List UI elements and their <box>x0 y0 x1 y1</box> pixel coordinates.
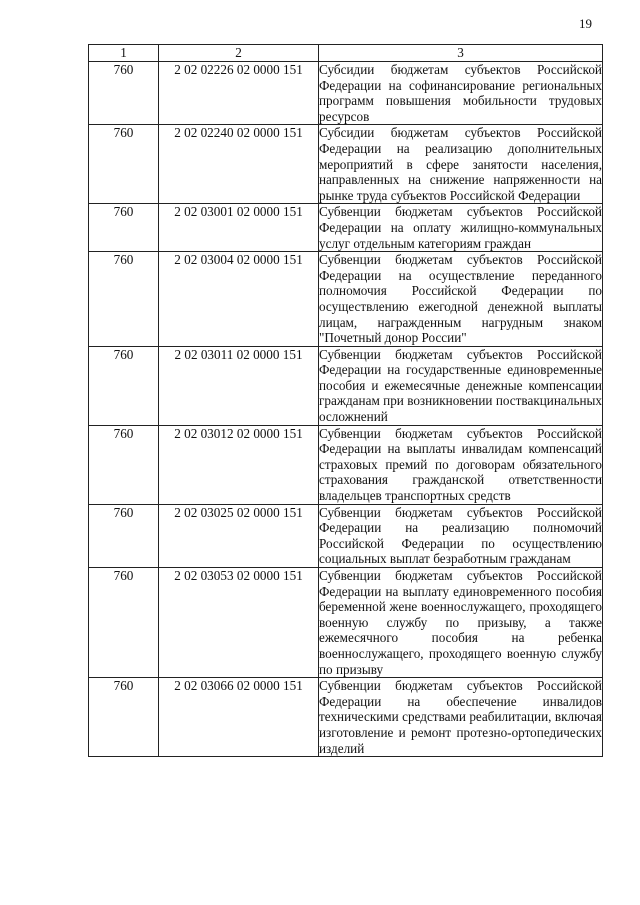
admin-code-cell: 760 <box>89 678 159 757</box>
admin-code-cell: 760 <box>89 425 159 504</box>
table-row <box>89 204 603 252</box>
description-cell: Субвенции бюджетам субъектов Российской Федерации на государственные единовременные пособия и ежемесячные денежные компенсации гражданам при возникновении поствакцинальных осложнений <box>319 346 602 425</box>
description-cell: Субвенции бюджетам субъектов Российской Федерации на осуществление переданного полномочия Российской Федерации по осуществлению ежегодной денежной выплаты лицам, награжденным нагрудным знаком "Почетный донор России" <box>319 252 602 346</box>
admin-code-cell: 760 <box>89 204 159 252</box>
description-cell: Субвенции бюджетам субъектов Российской Федерации на оплату жилищно-коммунальных услуг отдельным категориям граждан <box>319 204 602 251</box>
table-row <box>89 568 603 678</box>
admin-code-cell: 760 <box>89 252 159 347</box>
budget-codes-table <box>88 44 603 757</box>
header-col-2: 2 <box>159 45 319 62</box>
table-row <box>89 346 603 425</box>
admin-code-cell: 760 <box>89 346 159 425</box>
table-row <box>89 62 603 125</box>
description-cell: Субвенции бюджетам субъектов Российской Федерации на выплату единовременного пособия беременной жене военнослужащего, проходящего военную службу по призыву, а также ежемесячного пособия на ребенка военнослужащего, проходящего военную службу по призыву <box>319 568 602 677</box>
table-row <box>89 252 603 347</box>
description-cell: Субсидии бюджетам субъектов Российской Федерации на софинансирование региональных программ повышения мобильности трудовых ресурсов <box>319 62 602 124</box>
admin-code-cell: 760 <box>89 125 159 204</box>
admin-code-cell: 760 <box>89 62 159 125</box>
budget-code-cell: 2 02 03001 02 0000 151 <box>159 204 319 252</box>
admin-code-cell: 760 <box>89 568 159 678</box>
budget-code-cell: 2 02 03004 02 0000 151 <box>159 252 319 347</box>
budget-code-cell: 2 02 02240 02 0000 151 <box>159 125 319 204</box>
description-cell: Субвенции бюджетам субъектов Российской Федерации на выплаты инвалидам компенсаций страховых премий по договорам обязательного страхования гражданской ответственности владельцев транспортных средств <box>319 425 602 504</box>
header-col-3: 3 <box>319 45 603 62</box>
table-row <box>89 425 603 504</box>
header-col-1: 1 <box>89 45 159 62</box>
budget-code-cell: 2 02 03066 02 0000 151 <box>159 678 319 757</box>
admin-code-cell: 760 <box>89 504 159 567</box>
table-row <box>89 504 603 567</box>
budget-code-cell: 2 02 03025 02 0000 151 <box>159 504 319 567</box>
table-row <box>89 125 603 204</box>
budget-code-cell: 2 02 03053 02 0000 151 <box>159 568 319 678</box>
page-number: 19 <box>579 16 592 31</box>
table-header-row <box>89 45 603 62</box>
budget-code-cell: 2 02 03012 02 0000 151 <box>159 425 319 504</box>
budget-code-cell: 2 02 02226 02 0000 151 <box>159 62 319 125</box>
budget-code-cell: 2 02 03011 02 0000 151 <box>159 346 319 425</box>
description-cell: Субвенции бюджетам субъектов Российской Федерации на реализацию полномочий Российской Федерации по осуществлению социальных выплат безработным гражданам <box>319 504 602 567</box>
description-cell: Субвенции бюджетам субъектов Российской Федерации на обеспечение инвалидов техническими средствами реабилитации, включая изготовление и ремонт протезно-ортопедических изделий <box>319 678 602 756</box>
description-cell: Субсидии бюджетам субъектов Российской Федерации на реализацию дополнительных мероприятий в сфере занятости населения, направленных на снижение напряженности на рынке труда субъектов Российской Федерации <box>319 125 602 203</box>
table-row <box>89 678 603 757</box>
